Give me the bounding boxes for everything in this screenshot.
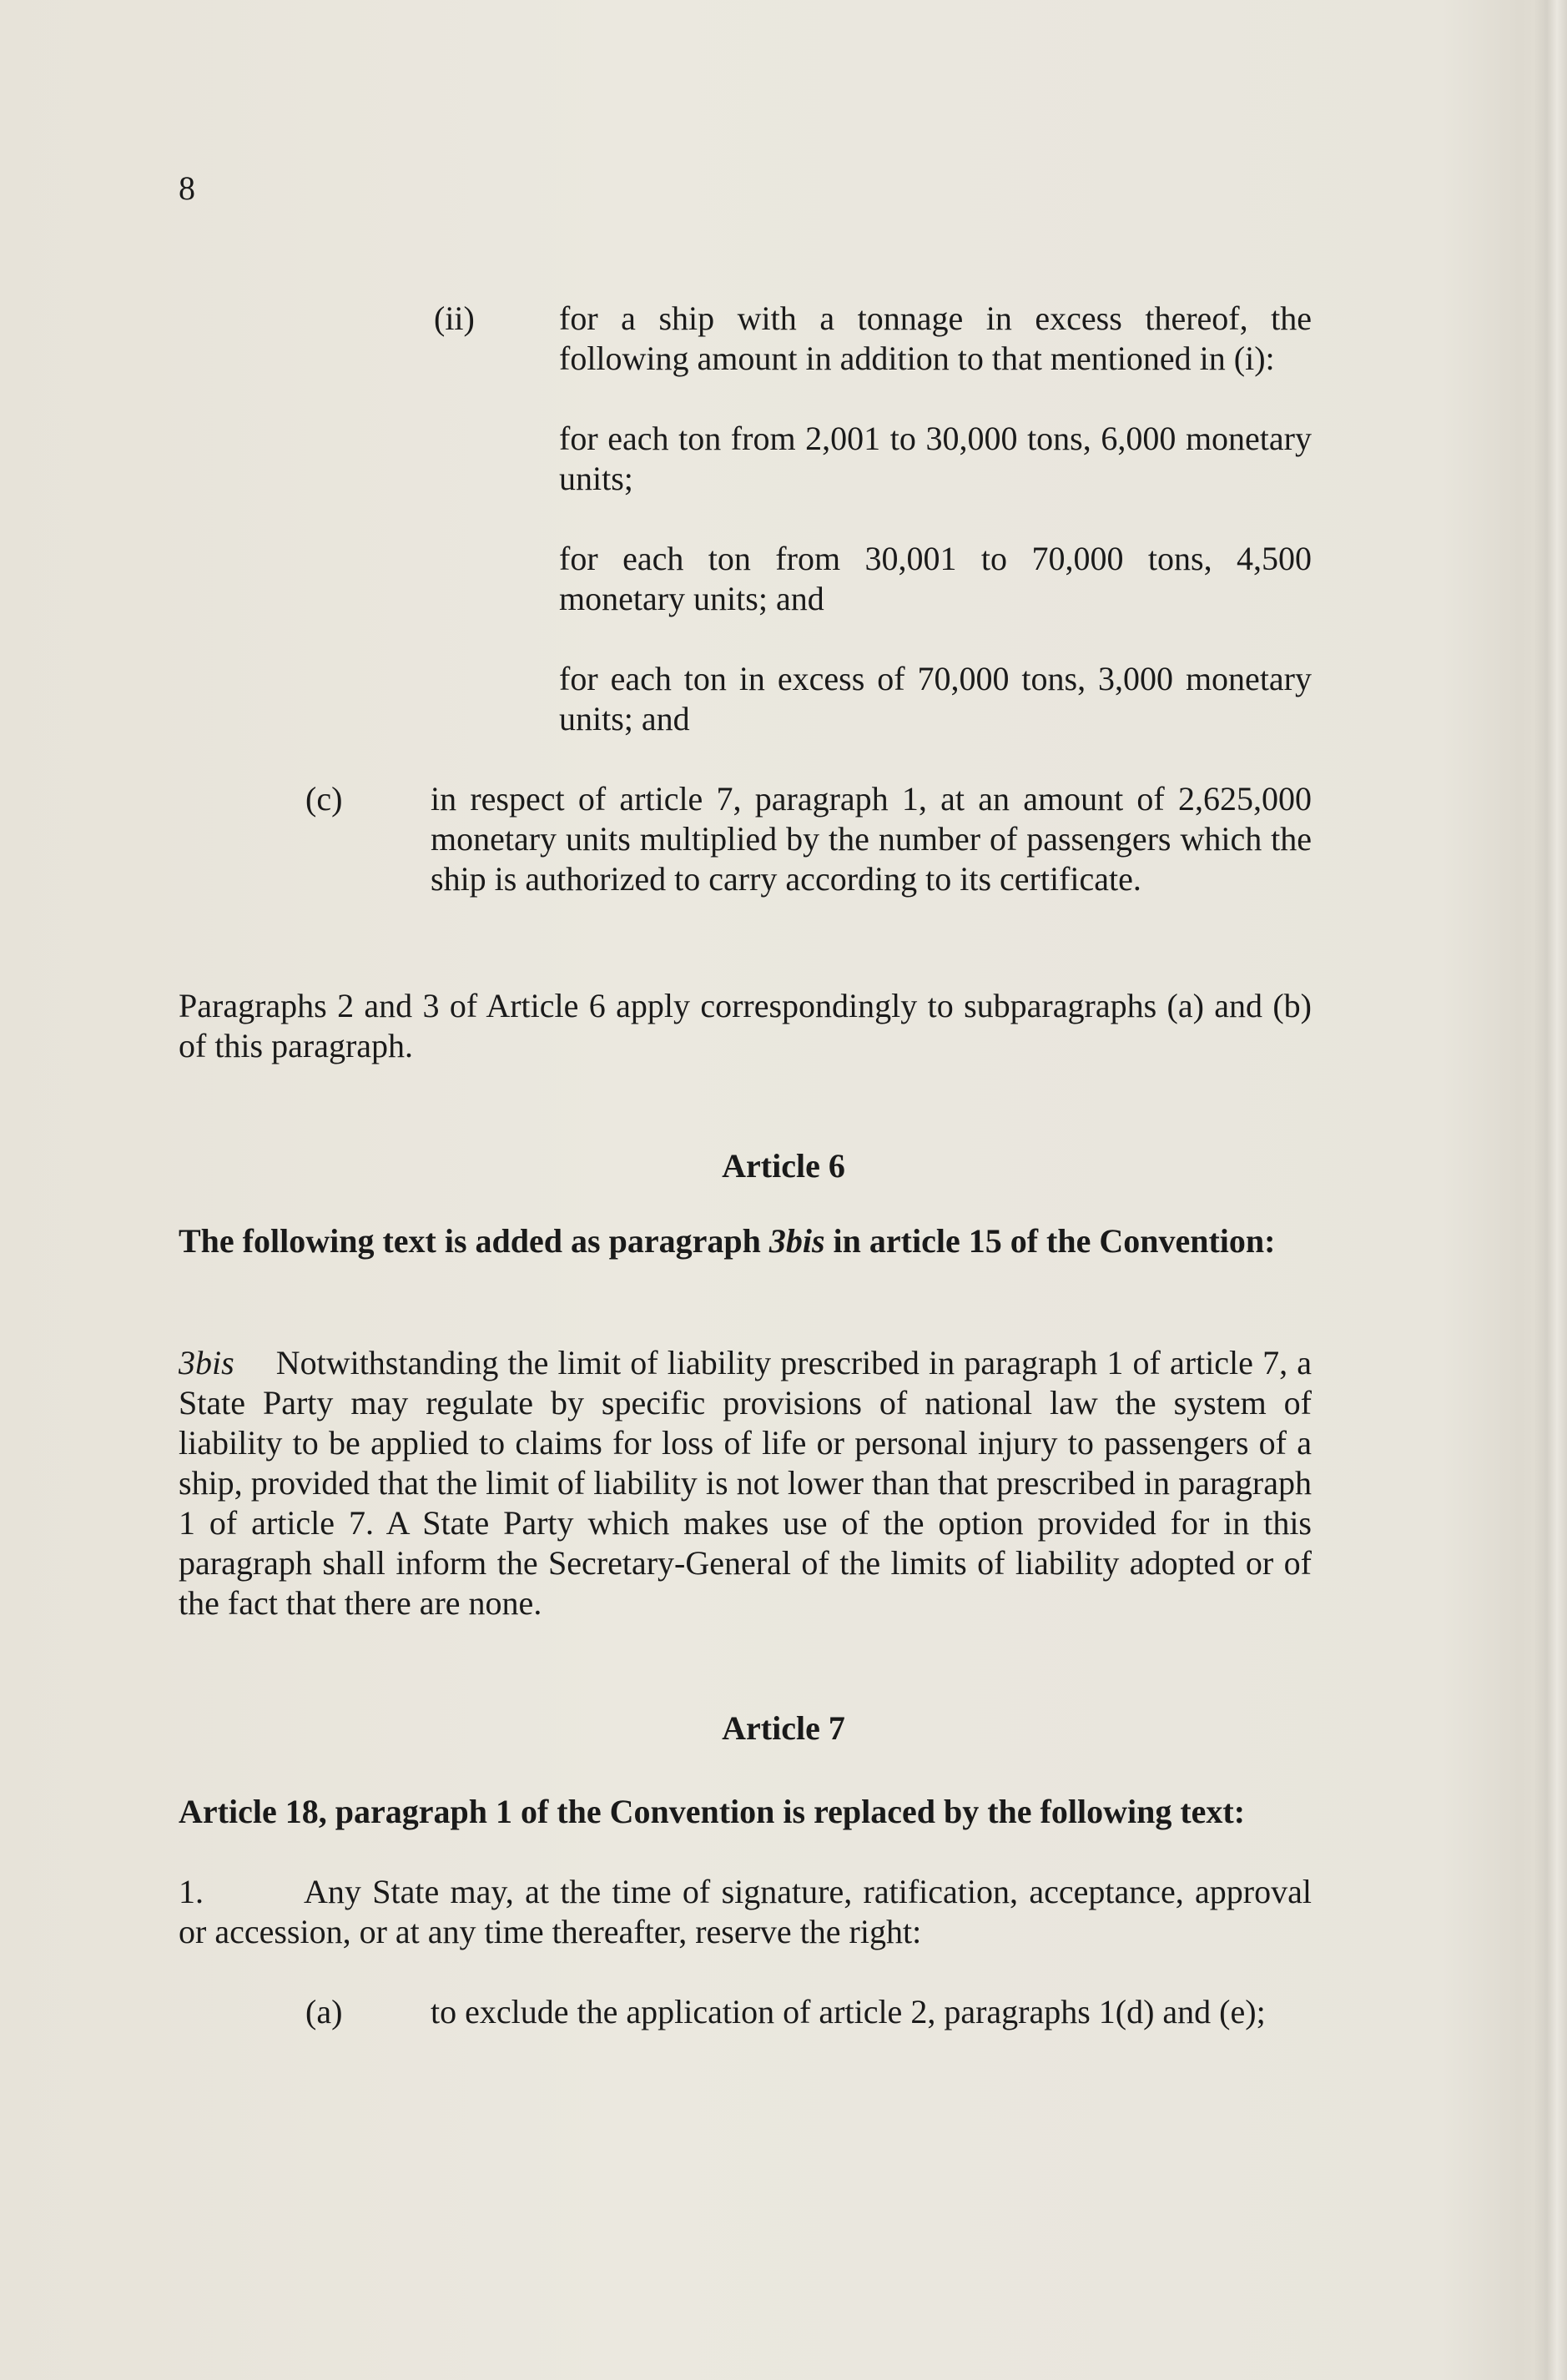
sub-ii-item-2: for each ton from 30,001 to 70,000 tons, 4,500 monetary units; and [559,540,1312,617]
paragraph-3bis-label: 3bis [179,1344,234,1381]
sub-ii-item-3: for each ton in excess of 70,000 tons, 3,000 monetary units; and [559,660,1312,737]
sub-c-text: in respect of article 7, paragraph 1, at an amount of 2,625,000 monetary units multiplied by the number of passengers which the ship is authorized to carry according to its certificate. [431,780,1312,898]
sub-c-label: (c) [305,780,343,818]
article-6-paragraph-3bis: 3bis Notwithstanding the limit of liability prescribed in paragraph 1 of article 7, a State Party may regulate by specific provisions of national law the system of liability to be applied to claims for loss of life or personal injury to passengers of a ship, provided that the limit of liability is not lower than that prescribed in paragraph 1 of article 7. A State Party which makes use of the option provided for in this paragraph shall inform the Secretary-General of the limits of liability adopted or of the fact that there are none. [179,1344,1312,1622]
page-number: 8 [179,169,195,207]
article-7-heading: Article 7 [722,1709,845,1747]
article-7-para-1-text: Any State may, at the time of signature, ratification, acceptance, approval or accession, or at any time thereafter, reserve the right: [179,1873,1312,1950]
sub-ii-label: (ii) [434,299,475,337]
article-7-item-a-label: (a) [305,1993,343,2030]
paragraphs-note: Paragraphs 2 and 3 of Article 6 apply correspondingly to subparagraphs (a) and (b) of this paragraph. [179,987,1312,1064]
article-7-item-a-text: to exclude the application of article 2, paragraphs 1(d) and (e); [431,1993,1266,2030]
article-6-heading: Article 6 [722,1147,845,1185]
page-edge-shadow [1534,0,1567,2380]
article-6-intro: The following text is added as paragraph 3bis in article 15 of the Convention: [179,1222,1276,1260]
article-7-intro: Article 18, paragraph 1 of the Convention is replaced by the following text: [179,1793,1246,1830]
sub-ii-item-1: for each ton from 2,001 to 30,000 tons, 6,000 monetary units; [559,420,1312,497]
sub-ii-text: for a ship with a tonnage in excess thereof, the following amount in addition to that mentioned in (i): [559,299,1312,377]
article-7-para-1-label: 1. [179,1873,204,1910]
